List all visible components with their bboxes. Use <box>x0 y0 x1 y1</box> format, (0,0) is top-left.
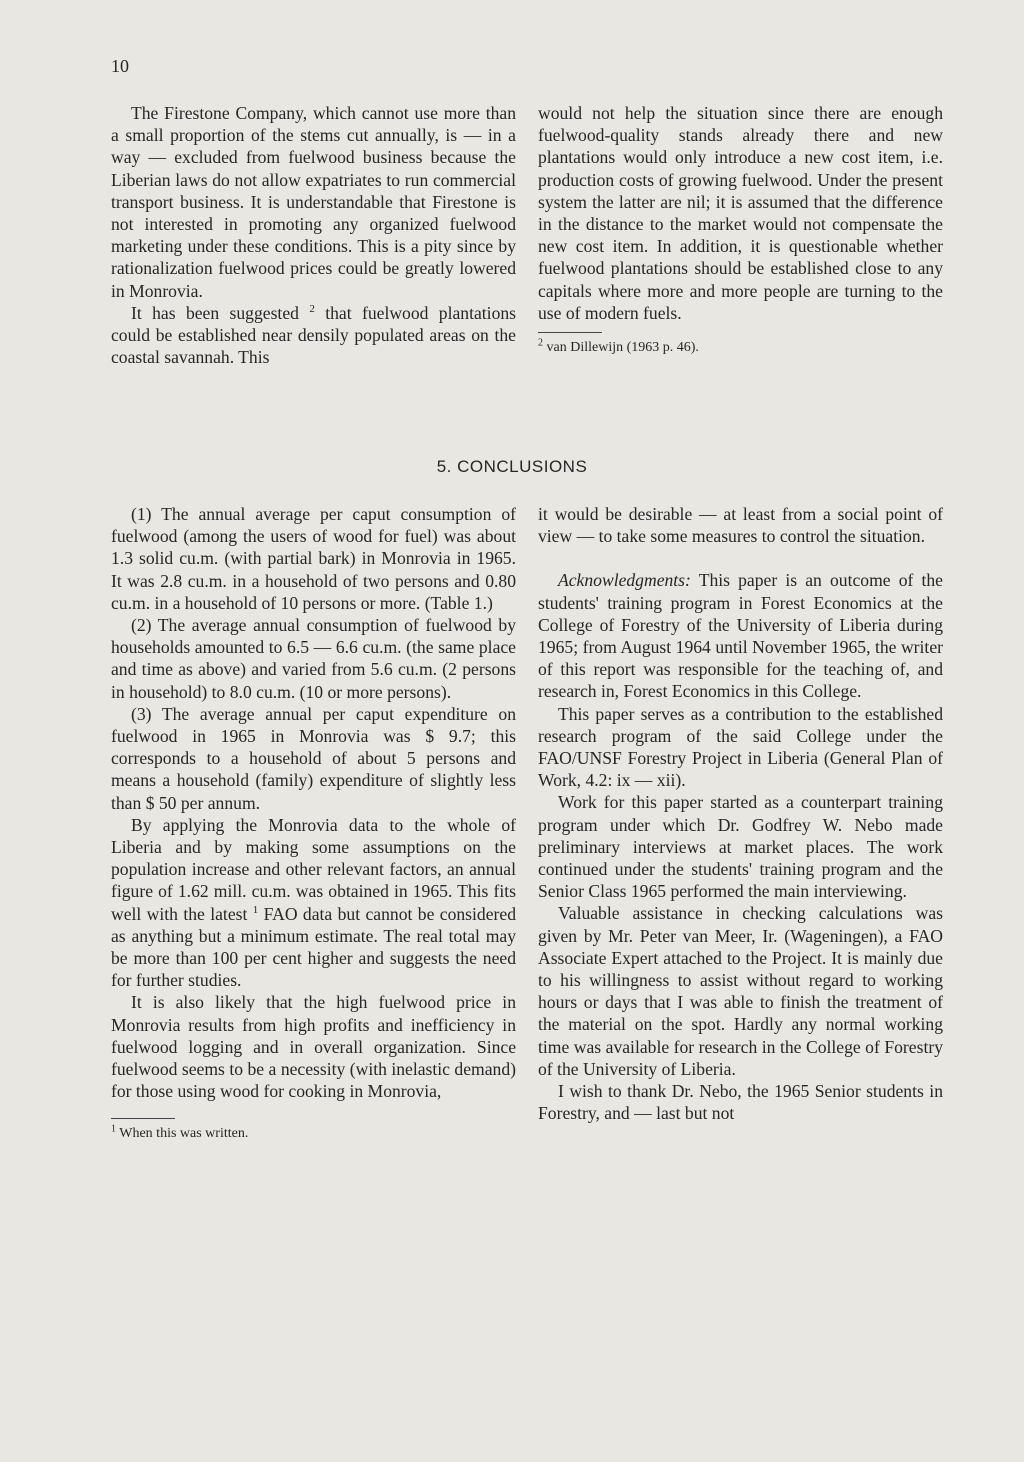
paragraph-text: By applying the Monrovia data to the whole of Liberia and by making some assumptions on the population increase and other relevant factors, an annual figure of 1.62 mill. cu.m. was obtained in 1965. This fits well with the latest <box>111 814 516 924</box>
paragraph-text: This paper is an outcome of the students' training program in Forest Economics at the College of Forestry of the University of Liberia during 1965; from August 1964 until November 1965, the writer of this report was responsible for the teaching of, and research in, Forest Economics in this College. <box>538 570 943 702</box>
page-number: 10 <box>111 56 129 76</box>
paragraph: it would be desirable — at least from a social point of view — to take some measures to control the situation. <box>538 504 943 547</box>
footnote-rule <box>111 1118 175 1119</box>
footnote-reference: 2 <box>309 302 315 315</box>
section-heading: 5. CONCLUSIONS <box>436 457 588 476</box>
paragraph-acknowledgments <box>538 569 943 702</box>
footnote-text: van Dillewijn (1963 p. 46). <box>546 340 699 356</box>
footnote-reference: 1 <box>252 903 259 916</box>
paragraph: The Firestone Company, which cannot use more than a small proportion of the stems cut annually, is — in a way — excluded from fuelwood business because the Liberian laws do not allow expatriates to run commercial transport business. It is understandable that Firestone is not interested in promoting any organized fuelwood marketing under these conditions. This is a pity since by rationalization fuelwood prices could be greatly lowered in Monrovia. <box>111 103 516 301</box>
paragraph-text: It has been suggested <box>131 302 299 323</box>
footnote <box>111 1125 516 1143</box>
paragraph: I wish to thank Dr. Nebo, the 1965 Senior students in Forestry, and — last but not <box>538 1081 943 1124</box>
paragraph-text: that fuelwood plantations could be established near densily populated areas on the coastal savannah. This <box>111 302 517 368</box>
column-bottom-right <box>538 503 943 1124</box>
paragraph: Valuable assistance in checking calculations was given by Mr. Peter van Meer, Ir. (Wageningen), a FAO Associate Expert attached to the Project. It is mainly due to his willingness to assist without regard to working hours or days that I was able to finish the treatment of the material on the spot. Hardly any normal working time was available for research in the College of Forestry of the University of Liberia. <box>538 903 943 1079</box>
paragraph: (2) The average annual consumption of fuelwood by households amounted to 6.5 — 6.6 cu.m. (the same place and time as above) and varied from 5.6 cu.m. (2 persons in household) to 8.0 cu.m. (10 or more persons). <box>111 615 516 702</box>
acknowledgments-label: Acknowledgments: <box>558 570 691 591</box>
footnote <box>538 339 943 357</box>
paragraph-text: FAO data but cannot be considered as anything but a minimum estimate. The real total may be more than 100 per cent higher and suggests the need for further studies. <box>111 903 516 991</box>
paragraph <box>111 814 516 992</box>
footnote-number: 1 <box>111 1123 116 1135</box>
footnote-number: 2 <box>538 337 543 349</box>
paragraph: (1) The annual average per caput consumption of fuelwood (among the users of wood for fuel) was about 1.3 solid cu.m. (with partial bark) in Monrovia in 1965. It was 2.8 cu.m. in a household of two persons and 0.80 cu.m. in a household of 10 persons or more. (Table 1.) <box>111 504 516 613</box>
paragraph: This paper serves as a contribution to the established research program of the said College under the FAO/UNSF Forestry Project in Liberia (General Plan of Work, 4.2: ix — xii). <box>538 703 943 791</box>
paragraph: (3) The average annual per caput expenditure on fuelwood in 1965 in Monrovia was $ 9.7; this corresponds to a household of about 5 persons and means a household (family) expenditure of slightly less than $ 50 per annum. <box>111 703 516 813</box>
column-bottom-left <box>111 503 516 1143</box>
paragraph: would not help the situation since there are enough fuelwood-quality stands already there and new plantations would only introduce a new cost item, i.e. production costs of growing fuelwood. Under the present system the latter are nil; it is assumed that the difference in the distance to the market would not compensate the new cost item. In addition, it is questionable whether fuelwood plantations should be established close to any capitals where more and more people are turning to the use of modern fuels. <box>538 103 943 323</box>
paragraph <box>111 302 516 369</box>
footnote-rule <box>538 332 602 333</box>
footnote-text: When this was written. <box>119 1126 249 1142</box>
column-top-left <box>111 102 516 368</box>
paragraph: It is also likely that the high fuelwood price in Monrovia results from high profits and inefficiency in fuelwood logging and in overall organization. Since fuelwood seems to be a necessity (with inelastic demand) for those using wood for cooking in Monrovia, <box>111 992 516 1102</box>
column-top-right <box>538 102 943 357</box>
paragraph: Work for this paper started as a counterpart training program under which Dr. Godfrey W. Nebo made preliminary interviews at market places. The work continued under the students' training program and the Senior Class 1965 performed the main interviewing. <box>538 792 943 902</box>
